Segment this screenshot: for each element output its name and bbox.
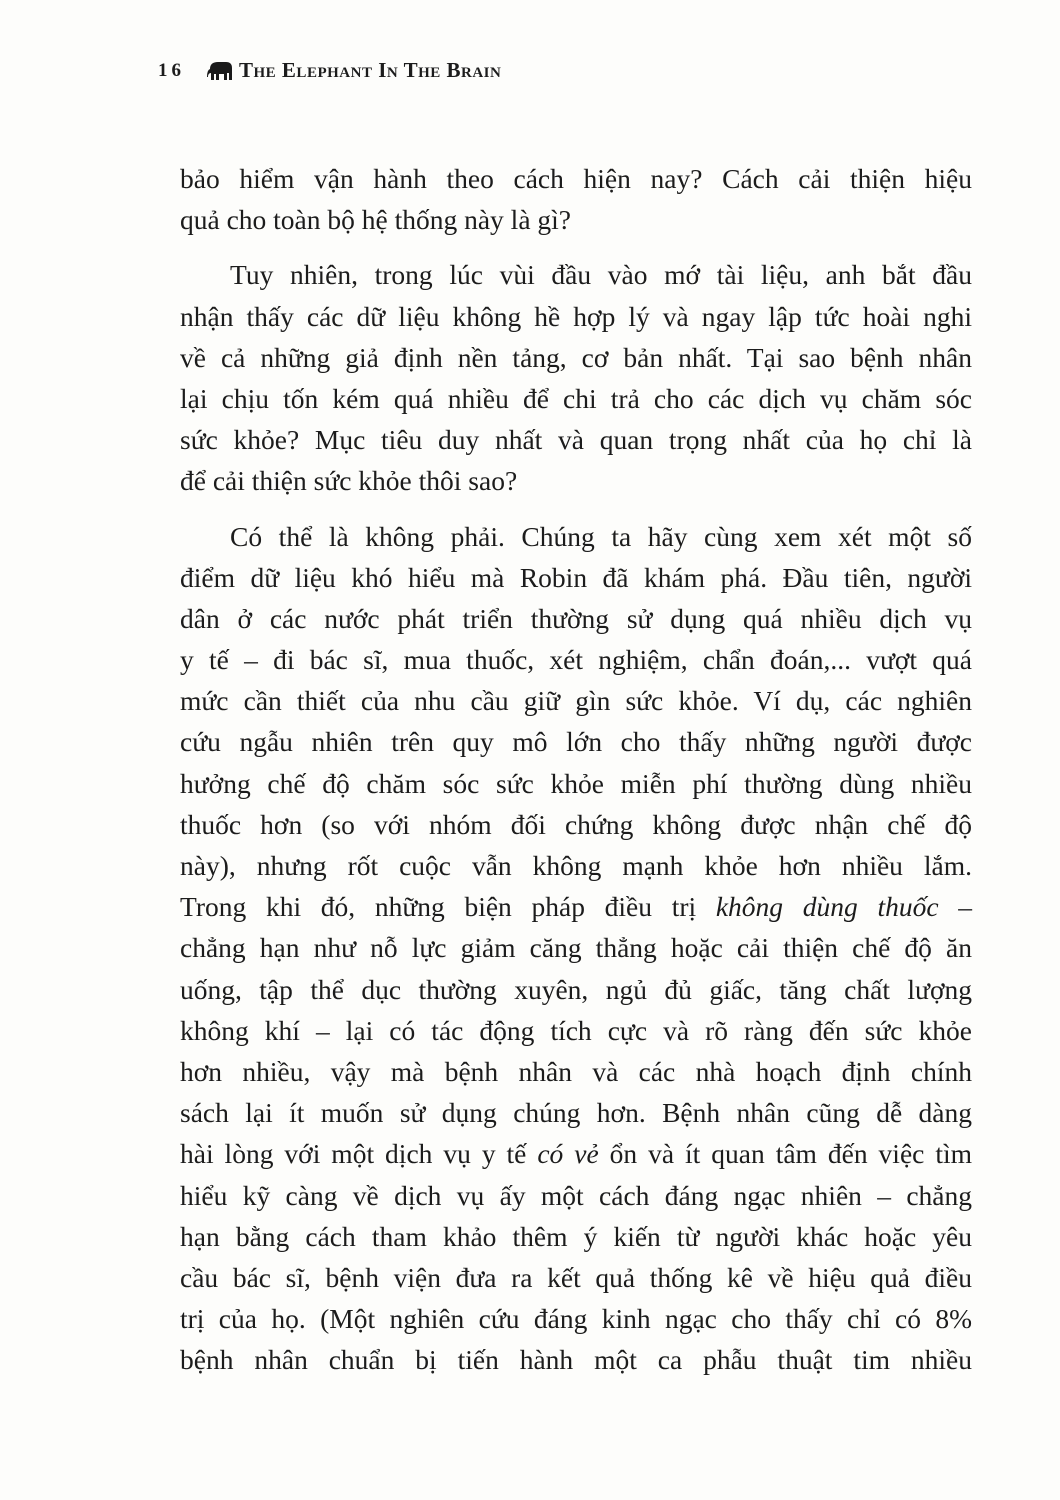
text-run: bảo hiểm vận hành theo cách hiện nay? Cách cải thiện hiệu (180, 163, 972, 194)
text-line (180, 460, 972, 501)
text-line (180, 1298, 972, 1339)
text-line (180, 199, 972, 240)
text-line (180, 1175, 972, 1216)
text-line (180, 1257, 972, 1298)
text-run: không khí – lại có tác động tích cực và rõ ràng đến sức khỏe (180, 1014, 972, 1046)
text-line (180, 337, 972, 378)
text-line (180, 1092, 972, 1133)
text-line (180, 557, 972, 598)
text-line (180, 1010, 972, 1051)
text-line (180, 886, 972, 927)
text-run: bệnh nhân chuẩn bị tiến hành một ca phẫu thuật tim nhiều (180, 1344, 972, 1376)
text-run: chẳng hạn như nỗ lực giảm căng thẳng hoặc cải thiện chế độ ăn (180, 932, 972, 964)
text-run: thuốc hơn (so với nhóm đối chứng không được nhận chế độ (180, 808, 972, 840)
text-line (180, 927, 972, 968)
text-line (180, 378, 972, 419)
text-line (180, 1133, 972, 1174)
text-run: y tế – đi bác sĩ, mua thuốc, xét nghiệm, chẩn đoán,... vượt quá (180, 644, 972, 676)
text-line (180, 1051, 972, 1092)
text-run: quả cho toàn bộ hệ thống này là gì? (180, 204, 572, 236)
text-run: dân ở các nước phát triển thường sử dụng quá nhiều dịch vụ (180, 602, 972, 634)
text-run: cứu ngẫu nhiên trên quy mô lớn cho thấy những người được (180, 726, 972, 758)
text-line (180, 254, 972, 295)
text-run: hiểu kỹ càng về dịch vụ ấy một cách đáng ngạc nhiên – chẳng (180, 1179, 972, 1211)
text-run: điểm dữ liệu khó hiểu mà Robin đã khám phá. Đầu tiên, người (180, 561, 972, 593)
text-line (180, 969, 972, 1010)
text-line (180, 516, 972, 557)
elephant-icon (207, 61, 233, 81)
text-run: lại chịu tốn kém quá nhiều để chi trả cho các dịch vụ chăm sóc (180, 382, 972, 414)
text-line (180, 680, 972, 721)
text-run: Có thể là không phải. Chúng ta hãy cùng xem xét một số (230, 520, 972, 552)
text-run: Tuy nhiên, trong lúc vùi đầu vào mớ tài liệu, anh bắt đầu (230, 259, 972, 291)
text-run: trị của họ. (Một nghiên cứu đáng kinh ngạc cho thấy chỉ có 8% (180, 1303, 972, 1335)
text-line (180, 419, 972, 460)
text-run: sách lại ít muốn sử dụng chúng hơn. Bệnh nhân cũng dễ dàng (180, 1097, 972, 1129)
italic-text: có vẻ (537, 1138, 599, 1170)
text-run: này), nhưng rốt cuộc vẫn không mạnh khỏe hơn nhiều lắm. (180, 850, 972, 881)
paragraph (180, 158, 972, 240)
text-line (180, 721, 972, 762)
text-run: để cải thiện sức khỏe thôi sao? (180, 465, 518, 497)
body-text (180, 158, 972, 1394)
text-line (180, 804, 972, 845)
running-header (158, 58, 501, 83)
paragraph (180, 516, 972, 1381)
text-run: hạn bằng cách tham khảo thêm ý kiến từ người khác hoặc yêu (180, 1220, 972, 1252)
text-run: mức cần thiết của nhu cầu giữ gìn sức khỏe. Ví dụ, các nghiên (180, 685, 972, 717)
text-line (180, 158, 972, 199)
text-run: cầu bác sĩ, bệnh viện đưa ra kết quả thống kê về hiệu quả điều (180, 1261, 972, 1293)
text-line (180, 1339, 972, 1380)
text-run: nhận thấy các dữ liệu không hề hợp lý và ngay lập tức hoài nghi (180, 300, 972, 332)
text-run: uống, tập thể dục thường xuyên, ngủ đủ giấc, tăng chất lượng (180, 973, 972, 1005)
text-run: Trong khi đó, những biện pháp điều trị (180, 891, 716, 923)
text-run: hài lòng với một dịch vụ y tế (180, 1138, 538, 1170)
text-line (180, 598, 972, 639)
text-run: hơn nhiều, vậy mà bệnh nhân và các nhà hoạch định chính (180, 1055, 972, 1087)
page-number: 16 (158, 59, 185, 81)
text-line (180, 1216, 972, 1257)
text-line (180, 639, 972, 680)
text-run: về cả những giả định nền tảng, cơ bản nhất. Tại sao bệnh nhân (180, 341, 972, 373)
paragraph (180, 254, 972, 501)
running-title: The Elephant In The Brain (239, 58, 502, 82)
text-run: sức khỏe? Mục tiêu duy nhất và quan trọng nhất của họ chỉ là (180, 424, 972, 456)
text-run: – (938, 891, 972, 923)
italic-text: không dùng thuốc (715, 891, 939, 923)
text-line (180, 296, 972, 337)
text-run: ổn và ít quan tâm đến việc tìm (598, 1138, 972, 1170)
text-run: hưởng chế độ chăm sóc sức khỏe miễn phí thường dùng nhiều (180, 767, 972, 799)
text-line (180, 845, 972, 886)
text-line (180, 763, 972, 804)
